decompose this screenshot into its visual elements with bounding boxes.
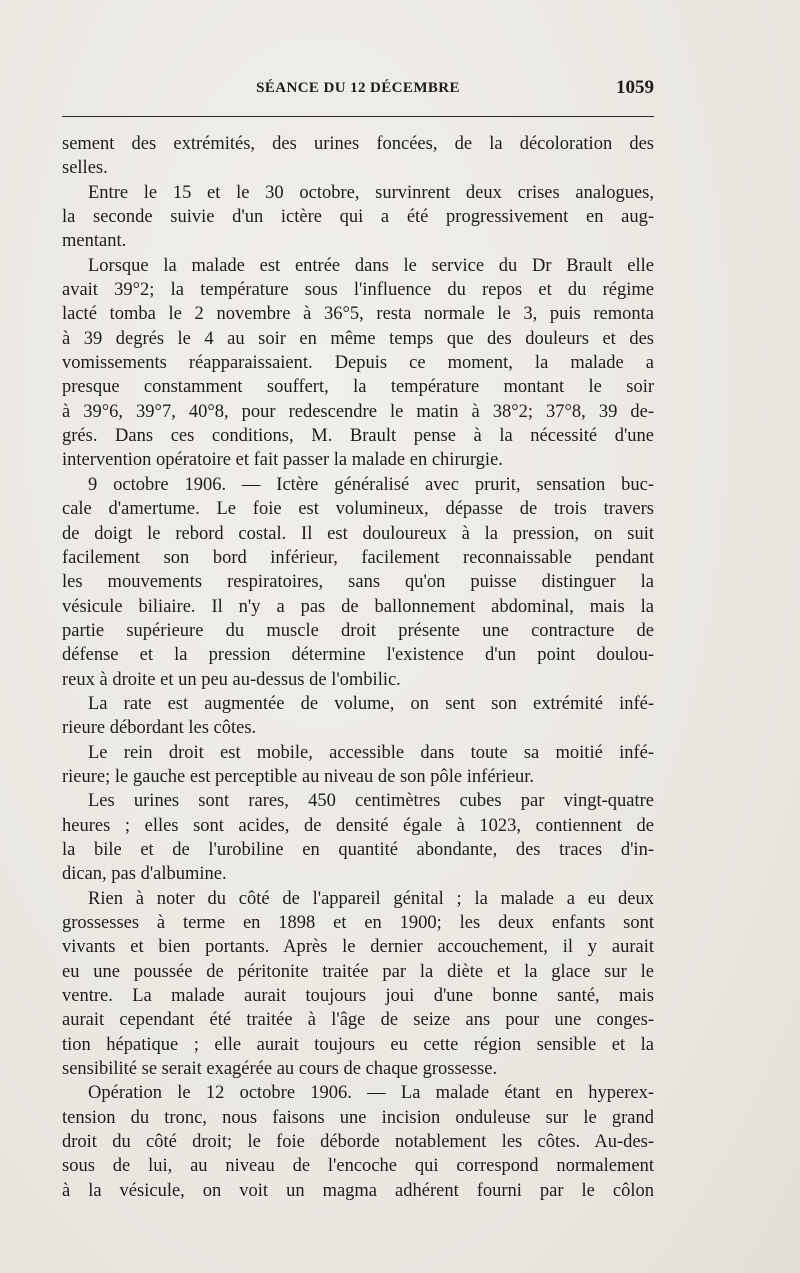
text-line: Le rein droit est mobile, accessible dans toute sa moitié infé- [88, 742, 654, 763]
text-line: dican, pas d'albumine. [62, 864, 227, 885]
text-line: Entre le 15 et le 30 octobre, survinrent deux crises analogues, [88, 182, 654, 203]
text-line: à 39°6, 39°7, 40°8, pour redescendre le matin à 38°2; 37°8, 39 de- [62, 401, 654, 422]
text-line: eu une poussée de péritonite traitée par la diète et la glace sur le [62, 961, 654, 982]
text-line: cale d'amertume. Le foie est volumineux, dépasse de trois travers [62, 499, 654, 520]
body-text [62, 132, 654, 1203]
text-line: aurait cependant été traitée à l'âge de seize ans pour une conges- [62, 1010, 654, 1031]
text-line: grés. Dans ces conditions, M. Brault pense à la nécessité d'une [62, 426, 654, 447]
text-line: la bile et de l'urobiline en quantité abondante, des traces d'in- [62, 839, 654, 860]
text-line: rieure débordant les côtes. [62, 718, 257, 739]
text-line: 9 octobre 1906. — Ictère généralisé avec prurit, sensation buc- [88, 474, 654, 495]
text-line: ventre. La malade aurait toujours joui d'une bonne santé, mais [62, 986, 654, 1007]
text-line: Les urines sont rares, 450 centimètres cubes par vingt-quatre [88, 791, 654, 812]
text-line: rieure; le gauche est perceptible au niveau de son pôle inférieur. [62, 766, 535, 787]
text-line: défense et la pression détermine l'existence d'un point doulou- [62, 645, 654, 666]
running-title: SÉANCE DU 12 DÉCEMBRE [256, 80, 460, 96]
text-line: intervention opératoire et fait passer la malade en chirurgie. [62, 450, 503, 471]
text-line: de doigt le rebord costal. Il est douloureux à la pression, on suit [62, 523, 654, 544]
text-line: grossesses à terme en 1898 et en 1900; les deux enfants sont [62, 913, 654, 933]
text-line: heures ; elles sont acides, de densité égale à 1023, contiennent de [62, 815, 654, 836]
text-line: tension du tronc, nous faisons une incision onduleuse sur le grand [62, 1107, 654, 1128]
text-line: partie supérieure du muscle droit présente une contracture de [62, 620, 654, 641]
text-line: presque constamment souffert, la température montant le soir [62, 377, 654, 398]
text-line: Lorsque la malade est entrée dans le service du Dr Brault elle [88, 255, 654, 276]
text-line: droit du côté droit; le foie déborde notablement les côtes. Au-des- [62, 1132, 654, 1153]
text-line: lacté tomba le 2 novembre à 36°5, resta normale le 3, puis remonta [62, 304, 654, 325]
text-line: Opération le 12 octobre 1906. — La malade étant en hyperex- [88, 1083, 654, 1104]
text-line: avait 39°2; la température sous l'influence du repos et du régime [62, 280, 654, 301]
text-line: tion hépatique ; elle aurait toujours eu cette région sensible et la [62, 1034, 654, 1055]
text-line: vésicule biliaire. Il n'y a pas de ballonnement abdominal, mais la [62, 596, 654, 617]
text-line: selles. [62, 158, 108, 179]
page-number: 1059 [616, 77, 654, 98]
header-rule [62, 116, 654, 117]
page-header [62, 76, 654, 102]
text-line: à 39 degrés le 4 au soir en même temps que des douleurs et des [62, 328, 654, 349]
text-line: sement des extrémités, des urines foncées, de la décoloration des [62, 134, 654, 154]
text-line: sous de lui, au niveau de l'encoche qui correspond normalement [62, 1156, 654, 1177]
text-line: mentant. [62, 231, 127, 252]
text-line: vivants et bien portants. Après le dernier accouchement, il y aurait [62, 937, 654, 958]
text-line: sensibilité se serait exagérée au cours de chaque grossesse. [62, 1059, 498, 1080]
text-line: reux à droite et un peu au-dessus de l'ombilic. [62, 669, 401, 690]
text-line: Rien à noter du côté de l'appareil génital ; la malade a eu deux [88, 888, 654, 909]
text-line: à la vésicule, on voit un magma adhérent fourni par le côlon [62, 1180, 654, 1201]
text-line: la seconde suivie d'un ictère qui a été progressivement en aug- [62, 207, 654, 228]
text-line: vomissements réapparaissaient. Depuis ce moment, la malade a [62, 353, 654, 374]
text-line: les mouvements respiratoires, sans qu'on puisse distinguer la [62, 572, 654, 593]
text-line: facilement son bord inférieur, facilement reconnaissable pendant [62, 547, 654, 568]
text-line: La rate est augmentée de volume, on sent son extrémité infé- [88, 693, 654, 714]
